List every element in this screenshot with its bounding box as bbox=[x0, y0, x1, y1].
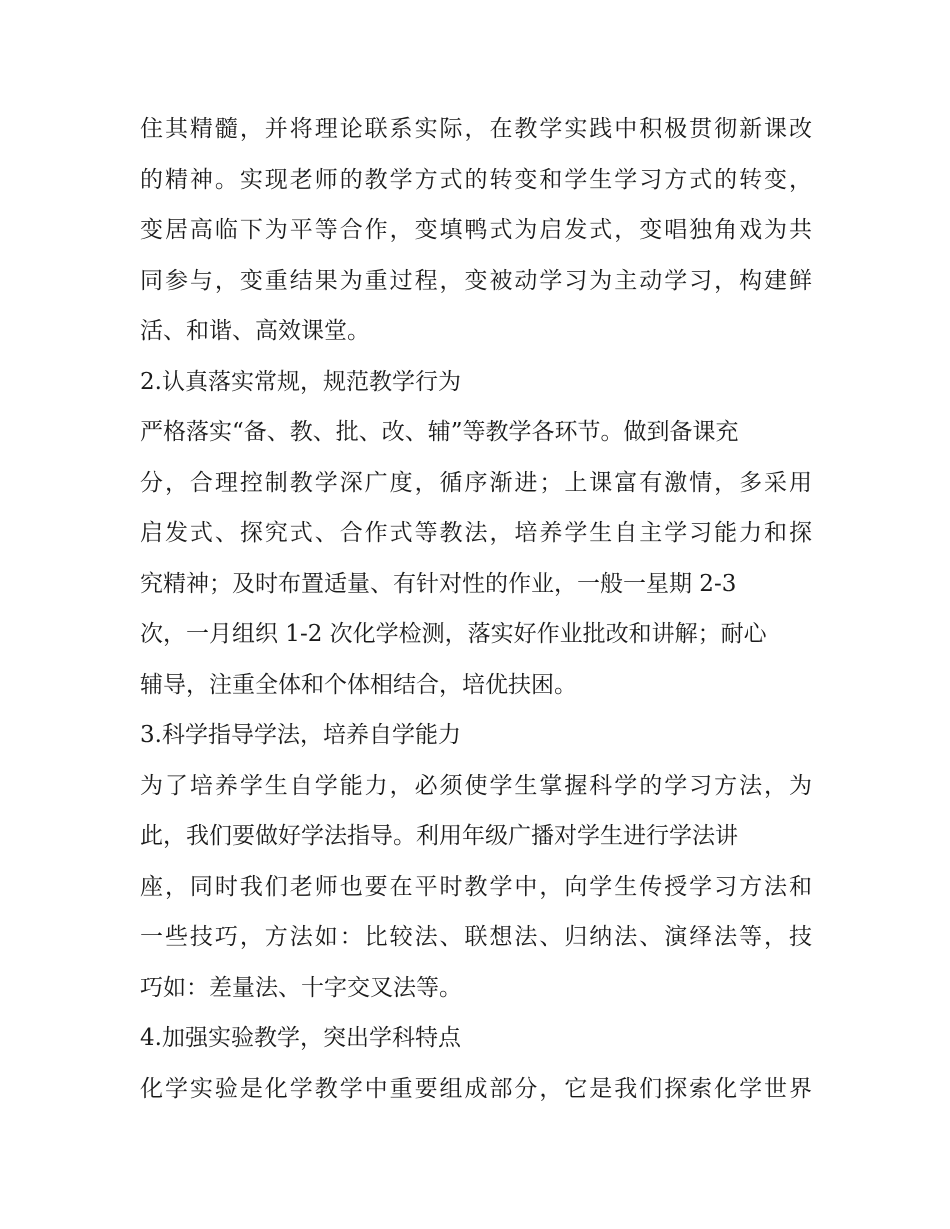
paragraph-line: 一些技巧，方法如：比较法、联想法、归纳法、演绎法等，技 bbox=[140, 924, 812, 950]
paragraph-line: 为了培养学生自学能力，必须使学生掌握科学的学习方法，为 bbox=[140, 772, 812, 799]
paragraph-line: 化学实验是化学教学中重要组成部分，它是我们探索化学世界 bbox=[140, 1075, 812, 1102]
paragraph-line: 此，我们要做好学法指导。利用年级广播对学生进行学法讲 bbox=[140, 823, 738, 849]
paragraph-line: 次，一月组织 1-2 次化学检测，落实好作业批改和讲解；耐心 bbox=[140, 621, 767, 647]
paragraph-line: 分，合理控制教学深广度，循序渐进；上课富有激情，多采用 bbox=[140, 469, 812, 496]
paragraph-line: 辅导，注重全体和个体相结合，培优扶困。 bbox=[140, 671, 577, 698]
paragraph-line: 住其精髓，并将理论联系实际，在教学实践中积极贯彻新课改 bbox=[140, 116, 812, 142]
paragraph-line: 座，同时我们老师也要在平时教学中，向学生传授学习方法和 bbox=[140, 873, 812, 900]
section-heading-2: 2.认真落实常规，规范教学行为 bbox=[140, 368, 461, 395]
paragraph-line: 究精神；及时布置适量、有针对性的作业，一般一星期 2-3 bbox=[140, 570, 737, 597]
document-body bbox=[140, 104, 812, 1114]
paragraph-line: 启发式、探究式、合作式等教法，培养学生自主学习能力和探 bbox=[140, 520, 812, 546]
section-heading-4: 4.加强实验教学，突出学科特点 bbox=[140, 1025, 461, 1051]
paragraph-line: 变居高临下为平等合作，变填鸭式为启发式，变唱独角戏为共 bbox=[140, 217, 812, 243]
paragraph-line: 严格落实“备、教、批、改、辅”等教学各环节。做到备课充 bbox=[140, 419, 739, 445]
paragraph-line: 巧如：差量法、十字交叉法等。 bbox=[140, 974, 462, 1001]
paragraph-line: 活、和谐、高效课堂。 bbox=[140, 318, 370, 344]
section-heading-3: 3.科学指导学法，培养自学能力 bbox=[140, 722, 461, 748]
paragraph-line: 同参与，变重结果为重过程，变被动学习为主动学习，构建鲜 bbox=[140, 267, 812, 294]
paragraph-line: 的精神。实现老师的教学方式的转变和学生学习方式的转变， bbox=[140, 166, 812, 193]
